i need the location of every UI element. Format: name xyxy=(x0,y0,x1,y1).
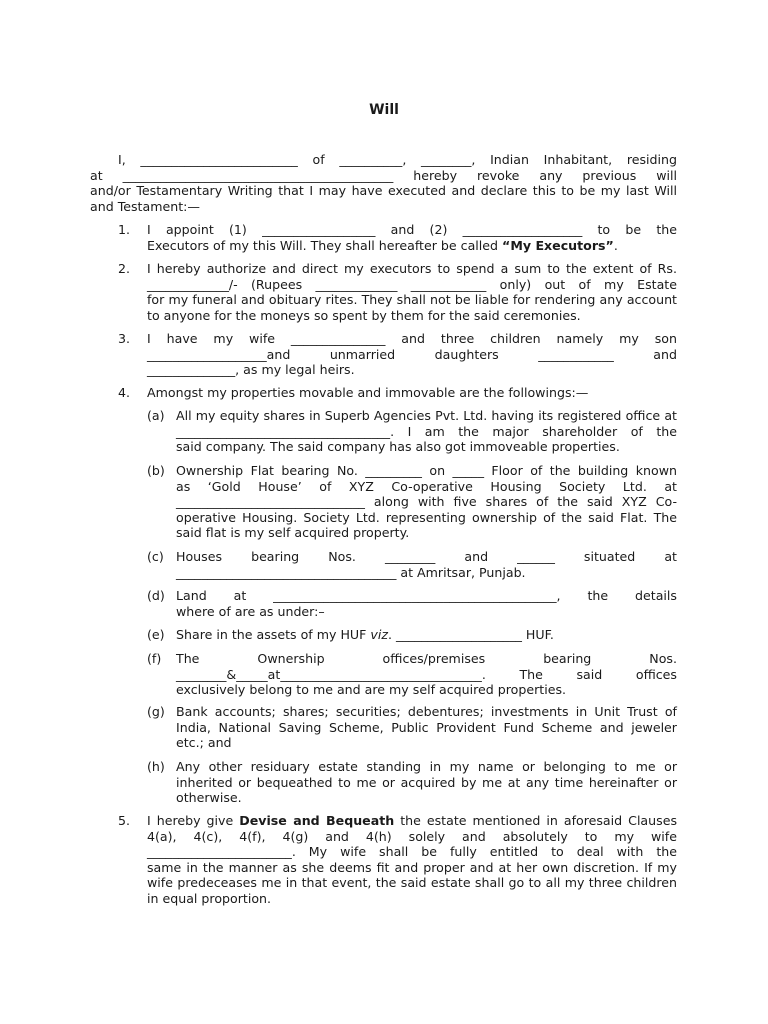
clause-4c-label: (c) xyxy=(147,549,164,564)
clause-4g-line-1: Bank accounts; shares; securities; debentures; investments in Unit Trust of xyxy=(176,704,677,719)
clause-4h-text xyxy=(176,759,677,806)
clause-1-text xyxy=(147,222,677,253)
clause-4h-line-3: otherwise. xyxy=(176,790,242,806)
clause-4g-label: (g) xyxy=(147,704,165,719)
clause-2-line-3: for my funeral and obituary rites. They shall not be liable for rendering any account xyxy=(147,292,677,308)
clause-4c-text xyxy=(176,549,677,580)
clause-3-line-3: ______________, as my legal heirs. xyxy=(147,362,355,378)
clause-4h-line-1: Any other residuary estate standing in my name or belonging to me or xyxy=(176,759,677,774)
clause-4-line-1: Amongst my properties movable and immovable are the followings:— xyxy=(147,385,589,400)
clause-4e-text xyxy=(176,627,677,643)
clause-4a-line-2: __________________________________. I am the major shareholder of the xyxy=(176,423,677,439)
clause-4b-line-4: operative Housing. Society Ltd. representing ownership of the said Flat. The xyxy=(176,509,677,525)
clause-4b-line-1: Ownership Flat bearing No. _________ on _____ Floor of the building known xyxy=(176,463,677,478)
clause-4d-label: (d) xyxy=(147,588,165,603)
clause-5-line-3: _______________________. My wife shall be fully entitled to deal with the xyxy=(147,844,677,860)
clause-4d-text xyxy=(176,588,677,619)
clause-5-line-5: wife predeceases me in that event, the said estate shall go to all my three children xyxy=(147,875,677,891)
clause-4h-label: (h) xyxy=(147,759,165,774)
clause-1-line-2: Executors of my this Will. They shall hereafter be called “My Executors”. xyxy=(147,237,618,253)
clause-5-line-2: 4(a), 4(c), 4(f), 4(g) and 4(h) solely and absolutely to my wife xyxy=(147,828,677,844)
clause-4a-line-1: All my equity shares in Superb Agencies Pvt. Ltd. having its registered office at xyxy=(176,408,677,423)
intro-paragraph xyxy=(90,152,677,214)
document-title: Will xyxy=(369,102,399,118)
clause-4-text xyxy=(147,385,677,401)
devise-and-bequeath-term: Devise and Bequeath xyxy=(239,813,395,828)
clause-4f-text xyxy=(176,651,677,698)
clause-4a-text xyxy=(176,408,677,455)
clause-4d-line-1: Land at _____________________________________________, the details xyxy=(176,588,677,603)
clause-4b-line-2: as ‘Gold House’ of XYZ Co-operative Housing Society Ltd. at xyxy=(176,478,677,494)
intro-line-4: and Testament:— xyxy=(90,198,200,214)
clause-4g-line-3: etc.; and xyxy=(176,735,232,751)
clause-4b-line-5: said flat is my self acquired property. xyxy=(176,525,410,541)
clause-5-line-1: I hereby give Devise and Bequeath the estate mentioned in aforesaid Clauses xyxy=(147,813,678,828)
clause-4b-label: (b) xyxy=(147,463,165,478)
clause-1-line-1: I appoint (1) __________________ and (2) ___________________ to be the xyxy=(147,222,677,237)
clause-4h-line-2: inherited or bequeathed to me or acquired by me at any time hereinafter or xyxy=(176,774,677,790)
clause-4g-line-2: India, National Saving Scheme, Public Provident Fund Scheme and jeweler xyxy=(176,719,677,735)
clause-3-line-2: ___________________and unmarried daughters ____________ and xyxy=(147,346,677,362)
clause-4b-line-3: ______________________________ along with five shares of the said XYZ Co- xyxy=(176,494,677,510)
clause-2-number: 2. xyxy=(118,261,131,276)
clause-4f-line-1: The Ownership offices/premises bearing Nos. xyxy=(176,651,677,666)
clause-4e-label: (e) xyxy=(147,627,165,642)
clause-4f-label: (f) xyxy=(147,651,162,666)
clause-2-line-4: to anyone for the moneys so spent by them for the said ceremonies. xyxy=(147,307,581,323)
clause-4c-line-1: Houses bearing Nos. ________ and ______ situated at xyxy=(176,549,677,564)
clause-4f-line-3: exclusively belong to me and are my self acquired properties. xyxy=(176,682,567,698)
clause-4a-label: (a) xyxy=(147,408,165,423)
my-executors-term: “My Executors” xyxy=(502,237,614,253)
clause-3-number: 3. xyxy=(118,331,131,346)
clause-2-line-2: _____________/- (Rupees _____________ ____________ only) out of my Estate xyxy=(147,276,677,292)
clause-5-line-6: in equal proportion. xyxy=(147,890,272,906)
clause-3-line-1: I have my wife _______________ and three children namely my son xyxy=(147,331,677,346)
intro-line-1: I, _________________________ of __________, ________, Indian Inhabitant, residing xyxy=(118,152,677,167)
clause-1-number: 1. xyxy=(118,222,131,237)
clause-4f-line-2: ________&_____at________________________________. The said offices xyxy=(176,666,677,682)
clause-2-text xyxy=(147,261,677,323)
clause-4c-line-2: ___________________________________ at Amritsar, Punjab. xyxy=(176,564,526,580)
viz-term: viz xyxy=(370,627,388,642)
intro-line-3: and/or Testamentary Writing that I may have executed and declare this to be my last Will xyxy=(90,183,677,199)
clause-4a-line-3: said company. The said company has also got immoveable properties. xyxy=(176,439,620,455)
clause-4b-text xyxy=(176,463,677,541)
clause-4e-line-1: Share in the assets of my HUF viz. ____________________ HUF. xyxy=(176,627,554,642)
clause-4-number: 4. xyxy=(118,385,131,400)
intro-line-2: at ___________________________________________ hereby revoke any previous will xyxy=(90,167,677,183)
clause-4d-line-2: where of are as under:– xyxy=(176,603,325,619)
clause-5-line-4: same in the manner as she deems fit and proper and at her own discretion. If my xyxy=(147,859,677,875)
clause-4g-text xyxy=(176,704,677,751)
clause-5-text xyxy=(147,813,677,907)
clause-5-number: 5. xyxy=(118,813,131,828)
clause-3-text xyxy=(147,331,677,378)
clause-2-line-1: I hereby authorize and direct my executors to spend a sum to the extent of Rs. xyxy=(147,261,677,276)
